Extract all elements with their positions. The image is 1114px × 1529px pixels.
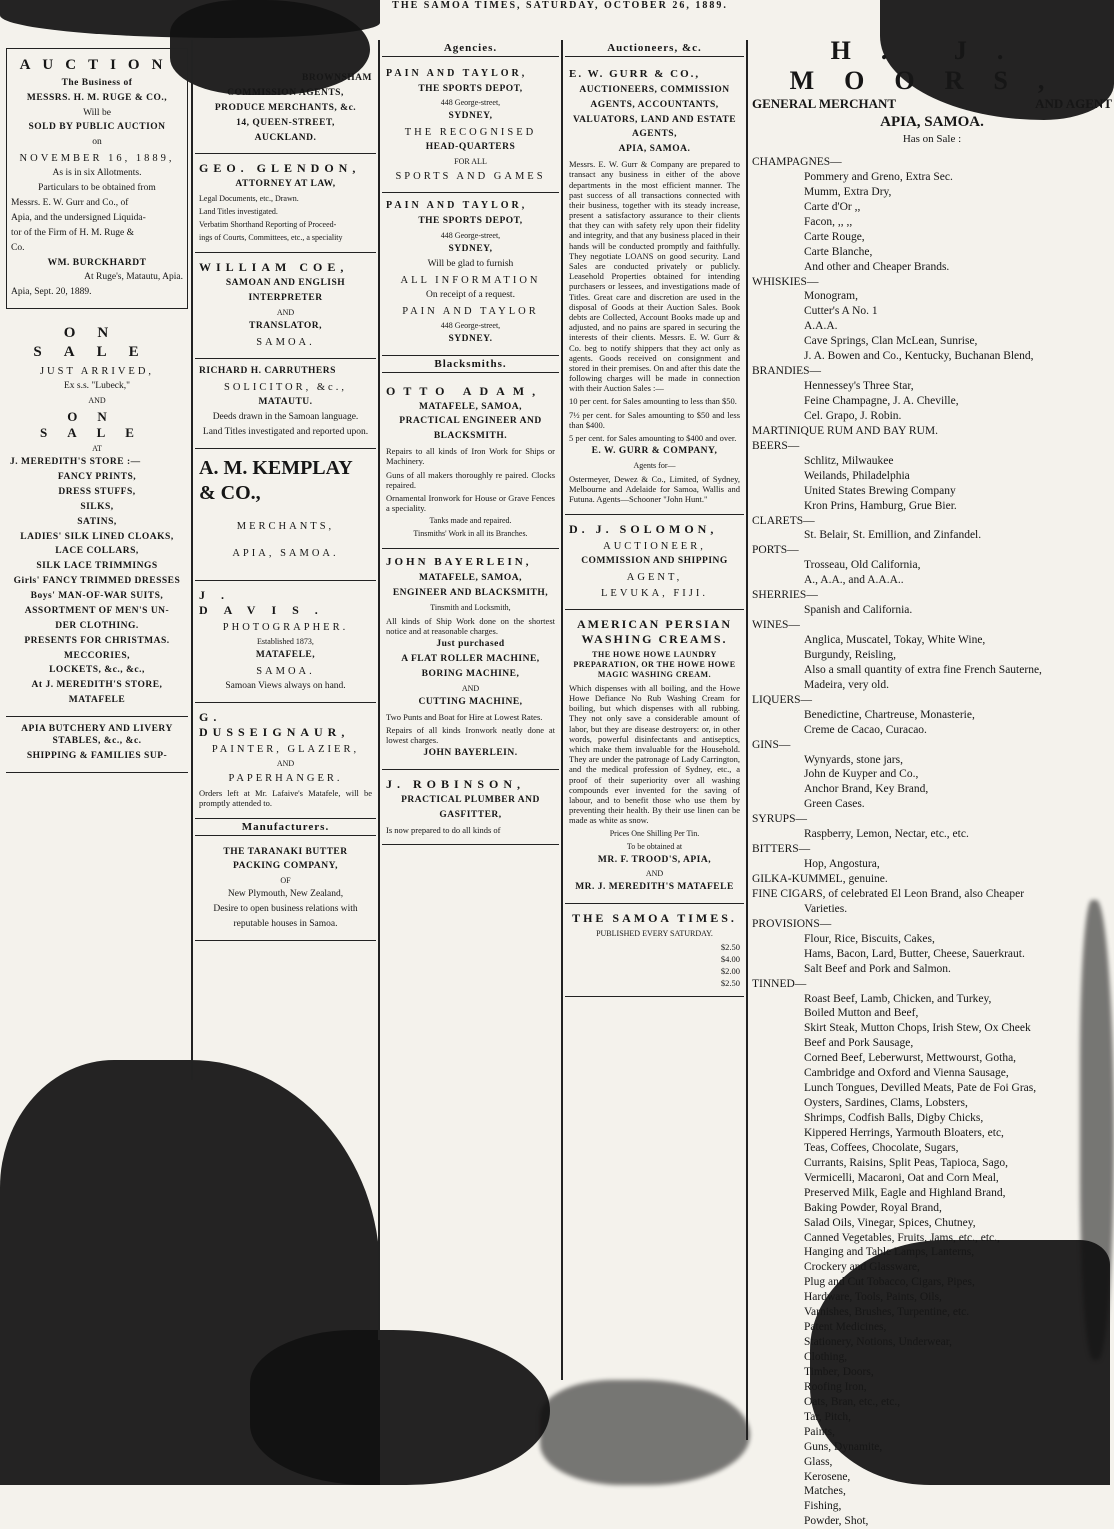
catalog-item: Mumm, Extra Dry, — [804, 185, 892, 198]
line: AT — [92, 444, 102, 454]
line: INTERPRETER — [248, 293, 323, 304]
catalog-item: Weilands, Philadelphia — [804, 469, 910, 482]
catalog-item: Baking Powder, Royal Brand, — [804, 1201, 942, 1214]
catalog-heading: WHISKIES— — [752, 275, 819, 288]
line: Agents for— — [633, 461, 676, 471]
catalog-heading: FINE CIGARS, of celebrated El Leon Brand, also Cheaper — [752, 887, 1025, 900]
catalog-item: Anglica, Muscatel, Tokay, White Wine, — [804, 634, 986, 646]
ad-title: J. ROBINSON, — [386, 777, 526, 792]
line: THE RECOGNISED — [404, 127, 537, 139]
catalog-item: Lunch Tongues, Devilled Meats, Pate de Foi Gras, — [804, 1082, 1037, 1095]
line: AND — [276, 759, 295, 768]
line: PACKING COMPANY, — [233, 861, 338, 872]
merchant-title: H. J. MOORS, — [789, 36, 1075, 95]
line: Land Titles investigated. — [199, 207, 278, 217]
line: The Business of — [61, 77, 133, 88]
otto-adam-ad — [382, 377, 559, 550]
item: LOCKETS, &c., &c., — [49, 665, 145, 676]
line: Two Punts and Boat for Hire at Lowest Rates. — [386, 711, 543, 722]
catalog-item: Trosseau, Old California, — [804, 559, 921, 572]
catalog-item: Creme de Cacao, Curacao. — [804, 723, 927, 736]
line: To be obtained at — [626, 841, 683, 851]
catalog-item: Cave Springs, Clan McLean, Sunrise, — [804, 335, 978, 348]
ink-blot — [540, 1380, 750, 1485]
catalog-item: Burgundy, Reisling, — [804, 648, 897, 661]
line: Apia, and the undersigned Liquida- — [11, 212, 146, 223]
carruthers-ad — [195, 359, 376, 449]
line: APIA, SAMOA. — [618, 144, 691, 155]
merchant-place: APIA, SAMOA. — [880, 114, 984, 130]
line: Deeds drawn in the Samoan language. — [212, 411, 359, 422]
line: A FLAT ROLLER MACHINE, — [401, 654, 540, 664]
line: COMMISSION AGENTS, — [227, 87, 344, 98]
line: OF — [280, 876, 291, 886]
catalog-item: Hennessey's Three Star, — [804, 380, 914, 393]
catalog-item: Madeira, very old. — [804, 678, 889, 691]
item: LADIES' SILK LINED CLOAKS, — [20, 531, 174, 542]
catalog-item: Plug and Cut Tobacco, Cigars, Pipes, — [804, 1276, 975, 1289]
solomon-ad — [565, 515, 744, 610]
catalog-heading: SYRUPS— — [752, 813, 807, 826]
catalog-item: Cambridge and Oxford and Vienna Sausage, — [804, 1067, 1009, 1080]
line: PAINTER, GLAZIER, — [211, 743, 360, 755]
ad-title: OTTO ADAM, — [386, 383, 544, 398]
line: COMMISSION AND SHIPPING — [581, 555, 728, 566]
line: On receipt of a request. — [426, 289, 515, 300]
line: SPORTS AND GAMES — [395, 171, 546, 183]
item: SILK LACE TRIMMINGS — [36, 561, 158, 572]
line: AND — [461, 683, 480, 693]
column-2 — [195, 40, 376, 1340]
ad-title: JOHN BAYERLEIN, — [386, 556, 532, 569]
line: HEAD-QUARTERS — [425, 142, 516, 153]
catalog-item: Salt Beef and Pork and Salmon. — [804, 962, 951, 975]
catalog-item: Hardware, Tools, Paints, Oils, — [804, 1291, 942, 1304]
line: Tinsmiths' Work in all its Branches. — [413, 529, 528, 539]
catalog-item: Preserved Milk, Eagle and Highland Brand, — [804, 1186, 1006, 1199]
catalog-item: Kron Prins, Hamburg, Grue Bier. — [804, 499, 957, 512]
line: NOVEMBER 16, 1889, — [19, 153, 175, 165]
price: $2.50 — [720, 942, 740, 953]
catalog-item: Pommery and Greno, Extra Sec. — [804, 170, 953, 183]
line: MATAFELE, — [255, 650, 316, 660]
catalog-item: Kerosene, — [804, 1470, 851, 1483]
line: TRANSLATOR, — [249, 321, 322, 331]
catalog-heading: MARTINIQUE RUM AND BAY RUM. — [752, 424, 938, 437]
catalog-item: Powder, Shot, — [804, 1515, 869, 1528]
line: Tinsmith and Locksmith, — [430, 602, 511, 612]
line: SYDNEY, — [448, 243, 493, 254]
catalog-item: Benedictine, Chartreuse, Monasterie, — [804, 708, 975, 721]
catalog-item: Crockery and Glassware, — [804, 1261, 920, 1274]
catalog-item: Glass, — [804, 1455, 833, 1468]
catalog-item: Cutter's A No. 1 — [804, 305, 878, 318]
line: AUCTIONEERS, COMMISSION — [579, 84, 730, 95]
pain-taylor-ad-2 — [382, 193, 559, 355]
line: 448 George-street, — [440, 98, 501, 108]
line: CUTTING MACHINE, — [418, 696, 523, 707]
line: AUCTIONEER, — [603, 540, 706, 552]
catalog-heading: LIQUERS— — [752, 693, 813, 706]
line: PRACTICAL ENGINEER AND — [399, 416, 542, 427]
line: AGENTS, ACCOUNTANTS, — [590, 99, 719, 110]
rate: 10 per cent. for Sales amounting to less than $50. — [569, 396, 737, 407]
line: Is now prepared to do all kinds of — [386, 824, 501, 835]
catalog-item: Salad Oils, Vinegar, Spices, Chutney, — [804, 1216, 976, 1229]
ad-title: THE TARANAKI BUTTER — [223, 846, 348, 857]
catalog-item: Currants, Raisins, Split Peas, Tapioca, Sago, — [804, 1156, 1009, 1169]
line: SAMOA. — [256, 336, 315, 348]
brownsham-ad — [195, 40, 376, 154]
line: PRODUCE MERCHANTS, &c. — [214, 102, 357, 113]
catalog-item: Raspberry, Lemon, Nectar, etc., etc. — [804, 828, 969, 841]
line: VALUATORS, LAND AND ESTATE — [572, 114, 737, 125]
ad-title: GEO. GLENDON, — [199, 161, 361, 176]
line: GASFITTER, — [439, 809, 502, 820]
line: 448 George-street, — [440, 230, 501, 240]
line: SOLICITOR, &c., — [224, 381, 347, 393]
catalog-item: John de Kuyper and Co., — [804, 768, 919, 781]
catalog-item: Kippered Herrings, Yarmouth Bloaters, etc, — [804, 1126, 1004, 1139]
price-row — [569, 942, 740, 952]
item: At J. MEREDITH'S STORE, — [31, 680, 163, 691]
rate: 5 per cent. for Sales amounting to $400 and over. — [569, 433, 737, 443]
line: AGENTS, — [632, 129, 677, 140]
catalog-heading: PROVISIONS— — [752, 917, 832, 930]
line: ATTORNEY AT LAW, — [235, 179, 336, 190]
signature: E. W. GURR & COMPANY, — [591, 446, 718, 457]
section-heading: Manufacturers. — [195, 819, 376, 836]
auction-title: AUCTION — [19, 57, 175, 73]
price-row — [569, 966, 740, 976]
ad-title: PAIN AND TAYLOR, — [386, 200, 528, 212]
catalog-item: Stationery, Notions, Underwear, — [804, 1336, 952, 1349]
catalog-item: A., A.A., and A.A.A.. — [804, 574, 904, 587]
ad-title: G. DUSSEIGNAUR, — [199, 709, 350, 739]
price: $4.00 — [720, 954, 740, 965]
catalog-item: Vermicelli, Macaroni, Oat and Corn Meal, — [804, 1171, 999, 1184]
line: PRACTICAL PLUMBER AND — [401, 795, 540, 806]
subtitle-right: AND AGENT — [1035, 96, 1112, 111]
line: Co. — [11, 242, 25, 253]
ink-blot — [250, 1330, 550, 1485]
price: $2.50 — [720, 978, 740, 989]
rate: 7½ per cent. for Sales amounting to $50 and less than $400. — [569, 409, 740, 430]
line: PAIN AND TAYLOR — [402, 305, 539, 317]
catalog-heading: PORTS— — [752, 544, 799, 557]
line: Orders left at Mr. Lafaive's Matafele, will be promptly attended to. — [199, 788, 372, 809]
catalog-heading: CHAMPAGNES— — [752, 156, 842, 168]
column-rule — [561, 40, 563, 1380]
address: At Ruge's, Matautu, Apia. — [84, 272, 183, 283]
item: PRESENTS FOR CHRISTMAS. — [24, 635, 170, 646]
line: THE SPORTS DEPOT, — [418, 215, 523, 226]
catalog-item: Hanging and Table Lamps, Lanterns, — [804, 1246, 975, 1259]
ad-title: D. J. SOLOMON, — [569, 521, 718, 536]
line: LEVUKA, FIJI. — [601, 587, 708, 599]
line: Ex s.s. "Lubeck," — [63, 380, 131, 391]
ad-title: PAIN AND TAYLOR, — [386, 68, 528, 79]
line: SYDNEY. — [448, 333, 493, 344]
line: ALL INFORMATION — [400, 274, 541, 286]
line: AND — [645, 869, 664, 879]
robinson-ad — [382, 770, 559, 845]
dusseignaur-ad — [195, 703, 376, 819]
catalog-item: Facon, ,, ,, — [804, 215, 853, 228]
item: LACE COLLARS, — [55, 546, 139, 557]
catalog-heading: TINNED— — [752, 977, 807, 990]
line: New Plymouth, New Zealand, — [227, 889, 344, 900]
subtitle-left: GENERAL MERCHANT — [752, 96, 897, 111]
line: Repairs to all kinds of Iron Work for Ships or Machinery. — [386, 446, 555, 467]
ad-title: A. M. KEMPLAY & CO., — [199, 456, 352, 504]
bayerlein-ad — [382, 549, 559, 770]
catalog-item: Green Cases. — [804, 798, 865, 811]
davis-ad — [195, 581, 376, 703]
line: reputable houses in Samoa. — [233, 919, 338, 929]
column-3 — [382, 40, 559, 1340]
catalog-item: Canned Vegetables, Fruits, Jams, etc., etc., — [804, 1231, 1000, 1244]
line: AND — [276, 308, 295, 317]
on-sale-notice — [6, 317, 188, 717]
catalog-item: Skirt Steak, Mutton Chops, Irish Stew, Ox Cheek — [804, 1022, 1031, 1035]
section-heading: Agencies. — [382, 40, 559, 57]
line: MESSRS. H. M. RUGE & CO., — [26, 92, 168, 103]
signer: WM. BURCKHARDT — [47, 257, 147, 268]
line: JUST ARRIVED, — [39, 365, 155, 377]
line: MATAFELE, SAMOA, — [419, 401, 522, 412]
catalog-item: Roofing Iron, — [804, 1380, 867, 1393]
line: All kinds of Ship Work done on the shortest notice and at reasonable charges. — [386, 615, 555, 636]
catalog-item: Carte Blanche, — [804, 245, 873, 258]
catalog-heading: BEERS— — [752, 439, 800, 452]
catalog-item: And other and Cheaper Brands. — [804, 260, 950, 273]
ad-body: Which dispenses with all boiling, and the Howe Howe Defiance No Rub Washing Cream for boiling, but which dispenses with all rubbing. They not only save a considerable amount of labor, but they are disease destroyers: or, in other words, powerful disinfectants and antiseptics, which make them invaluable for the Household. They are under the patronage of Lady Carrington, and the medical profession of Sydney, etc., a proof of their superiority over all washing compounds ever invented for the saving of labour, and to benefit those who use them by preventing their health. By their use linen can be made as white as snow. — [569, 682, 740, 826]
line: Desire to open business relations with — [213, 904, 358, 915]
catalog-item: Clothing, — [804, 1351, 848, 1363]
washing-creams-ad — [565, 610, 744, 904]
catalog-item: Beef and Pork Sausage, — [804, 1037, 914, 1050]
line: AND — [88, 395, 106, 405]
line: SOLD BY PUBLIC AUCTION — [28, 122, 166, 133]
coe-ad — [195, 253, 376, 359]
column-5 — [752, 36, 1112, 1528]
line: SYDNEY, — [448, 111, 493, 122]
catalog-item: J. A. Bowen and Co., Kentucky, Buchanan Blend, — [804, 350, 1034, 363]
pain-taylor-ad-1 — [382, 61, 559, 193]
catalog-item: Shrimps, Codfish Balls, Digby Chicks, — [804, 1112, 984, 1124]
ad-title: BROWNSHAM — [302, 73, 372, 83]
line: J. MEREDITH'S STORE :— — [10, 457, 141, 468]
catalog-item: Tar, Pitch, — [804, 1410, 851, 1423]
column-4 — [565, 40, 744, 1380]
catalog-heading: SHERRIES— — [752, 589, 818, 602]
line: MR. J. MEREDITH'S MATAFELE — [575, 882, 734, 893]
catalog-item: Carte Rouge, — [804, 230, 865, 243]
line: PUBLISHED EVERY SATURDAY. — [596, 929, 713, 939]
masthead: THE SAMOA TIMES, SATURDAY, OCTOBER 26, 1889. — [392, 0, 728, 11]
catalog-item: Wynyards, stone jars, — [804, 753, 903, 766]
line: Guns of all makers thoroughly re paired. Clocks repaired. — [386, 469, 555, 490]
line: JOHN BAYERLEIN. — [423, 748, 518, 759]
on-sale-title: ON SALE — [33, 325, 161, 360]
line: MATAUTU. — [258, 397, 313, 407]
catalog-heading: GILKA-KUMMEL, genuine. — [752, 873, 888, 885]
catalog-item: Roast Beef, Lamb, Chicken, and Turkey, — [804, 992, 992, 1005]
catalog-item: Hams, Bacon, Lard, Butter, Cheese, Sauerkraut. — [804, 947, 1025, 960]
auction-notice — [6, 48, 188, 309]
date: Apia, Sept. 20, 1889. — [11, 287, 92, 298]
price-row — [569, 954, 740, 964]
taranaki-ad — [195, 840, 376, 941]
line: AGENT, — [626, 571, 683, 583]
column-rule — [746, 40, 748, 1440]
catalog-item: Paints, — [804, 1425, 835, 1438]
line: Will be glad to furnish — [427, 258, 514, 269]
line: ON SALE — [40, 408, 154, 440]
line: THE SPORTS DEPOT, — [418, 83, 523, 94]
item: FANCY PRINTS, — [57, 472, 137, 482]
catalog-item: Feine Champagne, J. A. Cheville, — [804, 395, 959, 407]
catalog — [752, 155, 1112, 1529]
catalog-item: St. Belair, St. Emillion, and Zinfandel. — [804, 529, 982, 542]
line: MR. F. TROOD'S, APIA, — [597, 854, 712, 865]
catalog-item: Timber, Doors, — [804, 1365, 874, 1378]
item: DRESS STUFFS, — [58, 486, 136, 497]
line: SHIPPING & FAMILIES SUP- — [26, 750, 168, 761]
ad-title: THE SAMOA TIMES. — [572, 911, 737, 926]
ad-title: E. W. GURR & CO., — [569, 68, 701, 80]
item: MECCORIES, — [64, 650, 130, 661]
line: FOR ALL — [454, 157, 487, 167]
line: Legal Documents, etc., Drawn. — [199, 194, 299, 204]
line: Ostermeyer, Dewez & Co., Limited, of Sydney, Melbourne and Adelaide for Samoa, Wallis and Futuna. Agents—Schooner "John Hunt." — [569, 474, 740, 505]
samoa-times-ad — [565, 904, 744, 997]
catalog-item: Varnishes, Brushes, Turpentine, etc. — [804, 1306, 970, 1319]
line: Ornamental Ironwork for House or Grave Fences a speciality. — [386, 492, 555, 514]
line: Verbatim Shorthand Reporting of Proceed- — [199, 220, 337, 230]
line: Land Titles investigated and reported upon. — [202, 426, 369, 437]
catalog-heading: CLARETS— — [752, 514, 815, 527]
item: SILKS, — [80, 501, 114, 512]
section-heading: Auctioneers, &c. — [565, 40, 744, 57]
merchant-subtitle — [752, 96, 1112, 112]
catalog-item: Patent Medicines, — [804, 1321, 887, 1334]
line: SAMOA. — [256, 665, 315, 677]
catalog-item: Flour, Rice, Biscuits, Cakes, — [804, 932, 935, 945]
catalog-heading: WINES— — [752, 619, 800, 632]
line: Established 1873, — [257, 637, 314, 646]
line: on — [92, 137, 102, 148]
line: 14, QUEEN-STREET, — [236, 117, 335, 128]
ad-title: J. DAVIS. — [199, 587, 334, 617]
catalog-item: Monogram, — [804, 290, 858, 303]
item: MATAFELE — [68, 695, 126, 706]
column-rule — [378, 40, 380, 1340]
item: ASSORTMENT OF MEN'S UN- — [24, 605, 170, 616]
line: BORING MACHINE, — [421, 668, 520, 679]
section-heading: Blacksmiths. — [382, 356, 559, 373]
line: MERCHANTS, — [236, 520, 335, 532]
line: ings of Courts, Committees, etc., a speciality — [199, 233, 343, 243]
item: Boys' MAN-OF-WAR SUITS, — [30, 591, 164, 601]
catalog-item: A.A.A. — [804, 320, 838, 333]
catalog-item: Anchor Brand, Key Brand, — [804, 783, 929, 796]
catalog-item: Corned Beef, Leberwurst, Mettwourst, Gotha, — [804, 1052, 1017, 1065]
line: Messrs. E. W. Gurr and Co., of — [11, 198, 129, 208]
catalog-heading: BRANDIES— — [752, 365, 822, 378]
catalog-item: Fishing, — [804, 1500, 842, 1513]
item: Girls' FANCY TRIMMED DRESSES — [13, 576, 181, 587]
line: Will be — [83, 107, 111, 118]
ad-body: Messrs. E. W. Gurr & Company are prepared to transact any business in either of the above departments in the most efficient manner. The past success of all transactions connected with their business, together with its steady increase, present a satisfactory assurance to their clients that they can with safety rely upon their fidelity and integrity, and that any business placed in their hands will be conducted promptly and faithfully. They negotiate LOANS on good security. Land Sales are conducted privately or publicly. Leasehold Properties obtained for intending purchasers or lessees, and investigations made of Titles. Great care and discretion are used in the disposal of Goods at their Auction Sales. Book debts are Collected, Account Books made up and adjusted, and no pains are spared in securing the interests of their clients. Messrs. E. W. Gurr & Co. beg to notify shippers that they act only as agents. Goods received on consignment and stored in their premises. On and after this date the following charges will be made in connection with their Auction Sales :— — [569, 159, 740, 394]
line: Prices One Shilling Per Tin. — [609, 828, 700, 838]
price-row — [569, 978, 740, 988]
catalog-heading: GINS— — [752, 738, 791, 751]
line: THE HOWE HOWE LAUNDRY PREPARATION, OR THE HOWE HOWE MAGIC WASHING CREAM. — [573, 649, 736, 679]
line: SAMOAN AND ENGLISH — [225, 278, 346, 289]
catalog-item: Oats, Bran, etc., etc., — [804, 1395, 901, 1408]
catalog-item: Hop, Angostura, — [804, 858, 880, 871]
catalog-item: Carte d'Or ,, — [804, 200, 861, 213]
line: Particulars to be obtained from — [38, 183, 156, 194]
line: AUCKLAND. — [254, 132, 317, 143]
line: ENGINEER AND BLACKSMITH, — [392, 587, 549, 598]
line: 448 George-street, — [440, 320, 501, 330]
ad-title: RICHARD H. CARRUTHERS — [199, 366, 336, 376]
gurr-ad — [565, 61, 744, 515]
line: MATAFELE, SAMOA, — [419, 573, 522, 583]
line: Just purchased — [436, 639, 505, 650]
catalog-item: Guns, Dynamite, — [804, 1440, 883, 1453]
catalog-item: Oysters, Sardines, Clams, Lobsters, — [804, 1097, 968, 1110]
catalog-item: Also a small quantity of extra fine French Sauterne, — [804, 663, 1042, 676]
catalog-item: Spanish and California. — [804, 604, 913, 617]
line: tor of the Firm of H. M. Ruge & — [11, 227, 134, 238]
line: Samoan Views always on hand. — [225, 681, 346, 691]
ad-title: AMERICAN PERSIAN WASHING CREAMS. — [576, 616, 732, 646]
item: SATINS, — [77, 516, 117, 527]
catalog-item: Boiled Mutton and Beef, — [804, 1007, 919, 1020]
catalog-item: Cel. Grapo, J. Robin. — [804, 409, 902, 422]
line: BLACKSMITH. — [433, 431, 508, 442]
catalog-heading: BITTERS— — [752, 843, 811, 856]
catalog-item: Varieties. — [804, 902, 848, 915]
price: $2.00 — [720, 966, 740, 977]
line: APIA, SAMOA. — [232, 547, 339, 559]
line: PAPERHANGER. — [228, 773, 343, 784]
column-1 — [6, 40, 188, 1090]
glendon-ad — [195, 154, 376, 253]
ad-title: WILLIAM COE, — [199, 260, 349, 275]
line: Tanks made and repaired. — [429, 516, 512, 526]
item: DER CLOTHING. — [55, 620, 139, 631]
line: PHOTOGRAPHER. — [222, 621, 349, 633]
column-rule — [191, 40, 193, 1080]
has-on-sale: Has on Sale : — [902, 133, 962, 145]
butchery-notice — [6, 717, 188, 773]
catalog-item: Matches, — [804, 1485, 846, 1498]
line: APIA BUTCHERY AND LIVERY STABLES, &c., &c. — [21, 724, 173, 746]
line: Repairs of all kinds Ironwork neatly done at lowest charges. — [386, 724, 555, 745]
catalog-item: Schlitz, Milwaukee — [804, 454, 894, 467]
line: As is in six Allotments. — [52, 168, 142, 179]
catalog-item: United States Brewing Company — [804, 484, 956, 497]
catalog-item: Teas, Coffees, Chocolate, Sugars, — [804, 1141, 959, 1154]
kemplay-ad — [195, 449, 376, 581]
